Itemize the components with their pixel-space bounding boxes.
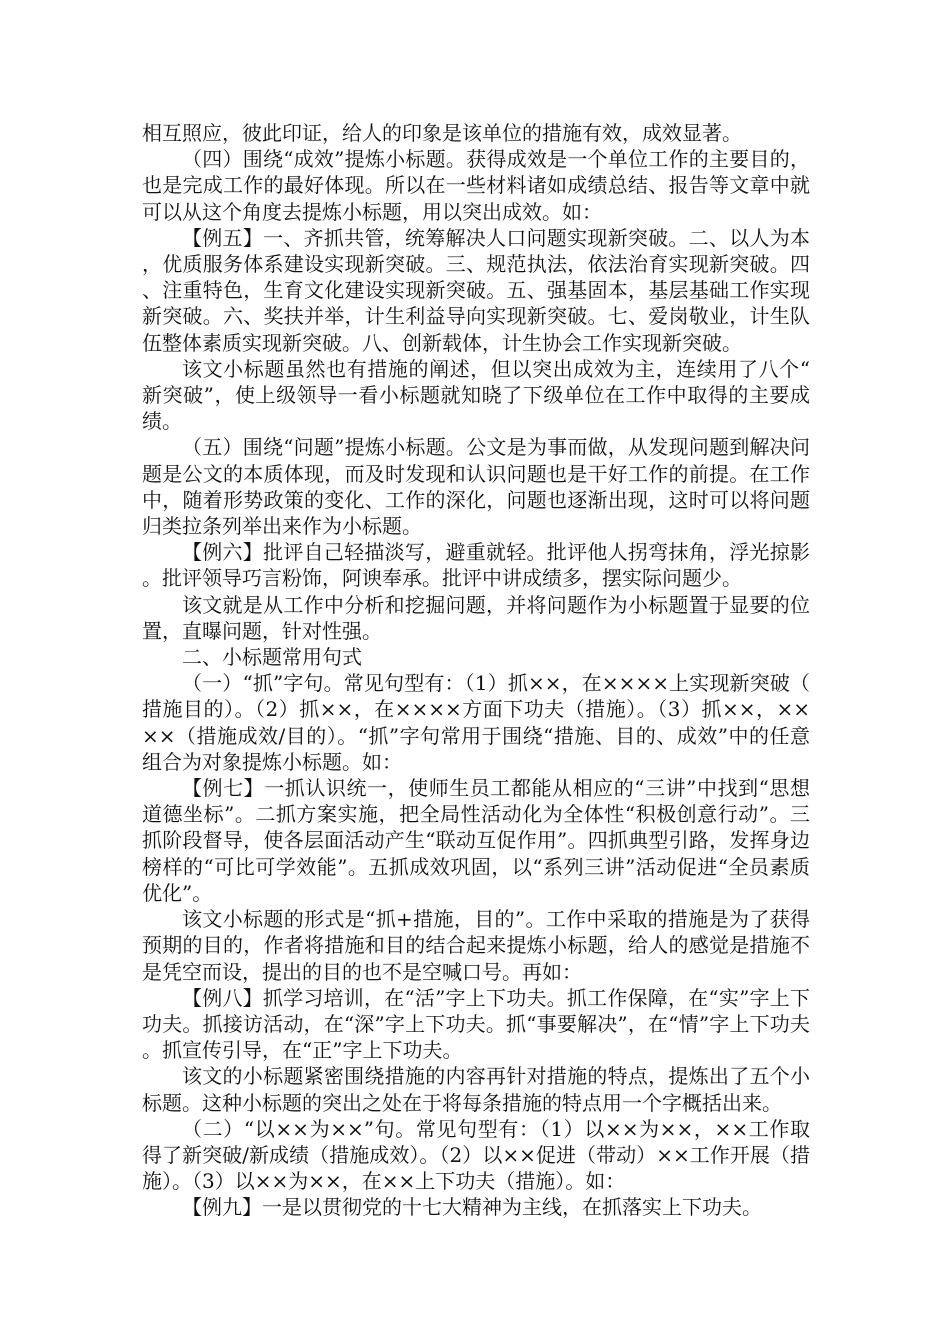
- paragraph-example-eight: 【例八】抓学习培训，在“活”字上下功夫。抓工作保障，在“实”字上下功夫。抓接访活动，在“深”字上下功夫。抓“事要解决”，在“情”字上下功夫。抓宣传引导，在“正”字上下功夫。: [142, 985, 810, 1063]
- paragraph-example-five: 【例五】一、齐抓共管，统筹解决人口问题实现新突破。二、以人为本，优质服务体系建设实现新突破。三、规范执法，依法治育实现新突破。四、注重特色，生育文化建设实现新突破。五、强基固本，基层基础工作实现新突破。六、奖扶并举，计生利益导向实现新突破。七、爱岗敬业，计生队伍整体素质实现新突破。八、创新载体，计生协会工作实现新突破。: [142, 225, 810, 355]
- paragraph-section-five: （五）围绕“问题”提炼小标题。公文是为事而做，从发现问题到解决问题是公文的本质体现，而及时发现和认识问题也是干好工作的前提。在工作中，随着形势政策的变化、工作的深化，问题也逐渐出现，这时可以将问题归类拉条列举出来作为小标题。: [142, 435, 810, 539]
- document-page: [142, 120, 810, 1221]
- section-heading-two: 二、小标题常用句式: [182, 645, 362, 670]
- paragraph-example-six: 【例六】批评自己轻描淡写，避重就轻。批评他人拐弯抹角，浮光掠影。批评领导巧言粉饰，阿谀奉承。批评中讲成绩多，摆实际问题少。: [142, 540, 810, 591]
- paragraph-example-nine: 【例九】一是以贯彻党的十七大精神为主线，在抓落实上下功夫。: [182, 1195, 762, 1220]
- paragraph-section-four: （四）围绕“成效”提炼小标题。获得成效是一个单位工作的主要目的，也是完成工作的最好体现。所以在一些材料诸如成绩总结、报告等文章中就可以从这个角度去提炼小标题，用以突出成效。如：: [142, 147, 810, 224]
- paragraph-commentary-five: 该文小标题虽然也有措施的阐述，但以突出成效为主，连续用了八个“新突破”，使上级领导一看小标题就知晓了下级单位在工作中取得的主要成绩。: [142, 356, 810, 434]
- paragraph-commentary-eight: 该文的小标题紧密围绕措施的内容再针对措施的特点，提炼出了五个小标题。这种小标题的突出之处在于将每条措施的特点用一个字概括出来。: [142, 1064, 810, 1115]
- paragraph-continuation: 相互照应，彼此印证，给人的印象是该单位的措施有效，成效显著。: [142, 121, 742, 145]
- paragraph-commentary-seven: 该文小标题的形式是“抓+措施，目的”。工作中采取的措施是为了获得预期的目的，作者将措施和目的结合起来提炼小标题，给人的感觉是措施不是凭空而设，提出的目的也不是空喊口号。再如：: [142, 907, 810, 984]
- paragraph-commentary-six: 该文就是从工作中分析和挖掘问题，并将问题作为小标题置于显要的位置，直曝问题，针对性强。: [142, 592, 810, 643]
- paragraph-subsection-one: （一）“抓”字句。常见句型有：（1）抓××，在××××上实现新突破（措施目的）。（2）抓××，在××××方面下功夫（措施）。（3）抓××，××××（措施成效/目的）。“抓”字句常用于围绕“措施、目的、成效”中的任意组合为对象提炼小标题。如：: [142, 671, 810, 774]
- paragraph-example-seven: 【例七】一抓认识统一，使师生员工都能从相应的“三讲”中找到“思想道德坐标”。二抓方案实施，把全局性活动化为全体性“积极创意行动”。三抓阶段督导，使各层面活动产生“联动互促作用”。四抓典型引路，发挥身边榜样的“可比可学效能”。五抓成效巩固，以“系列三讲”活动促进“全员素质优化”。: [142, 776, 810, 905]
- paragraph-subsection-two: （二）“以××为××”句。常见句型有：（1）以××为××，××工作取得了新突破/新成绩（措施成效）。（2）以××促进（带动）××工作开展（措施）。（3）以××为××，在××上下功夫（措施）。如：: [142, 1116, 810, 1194]
